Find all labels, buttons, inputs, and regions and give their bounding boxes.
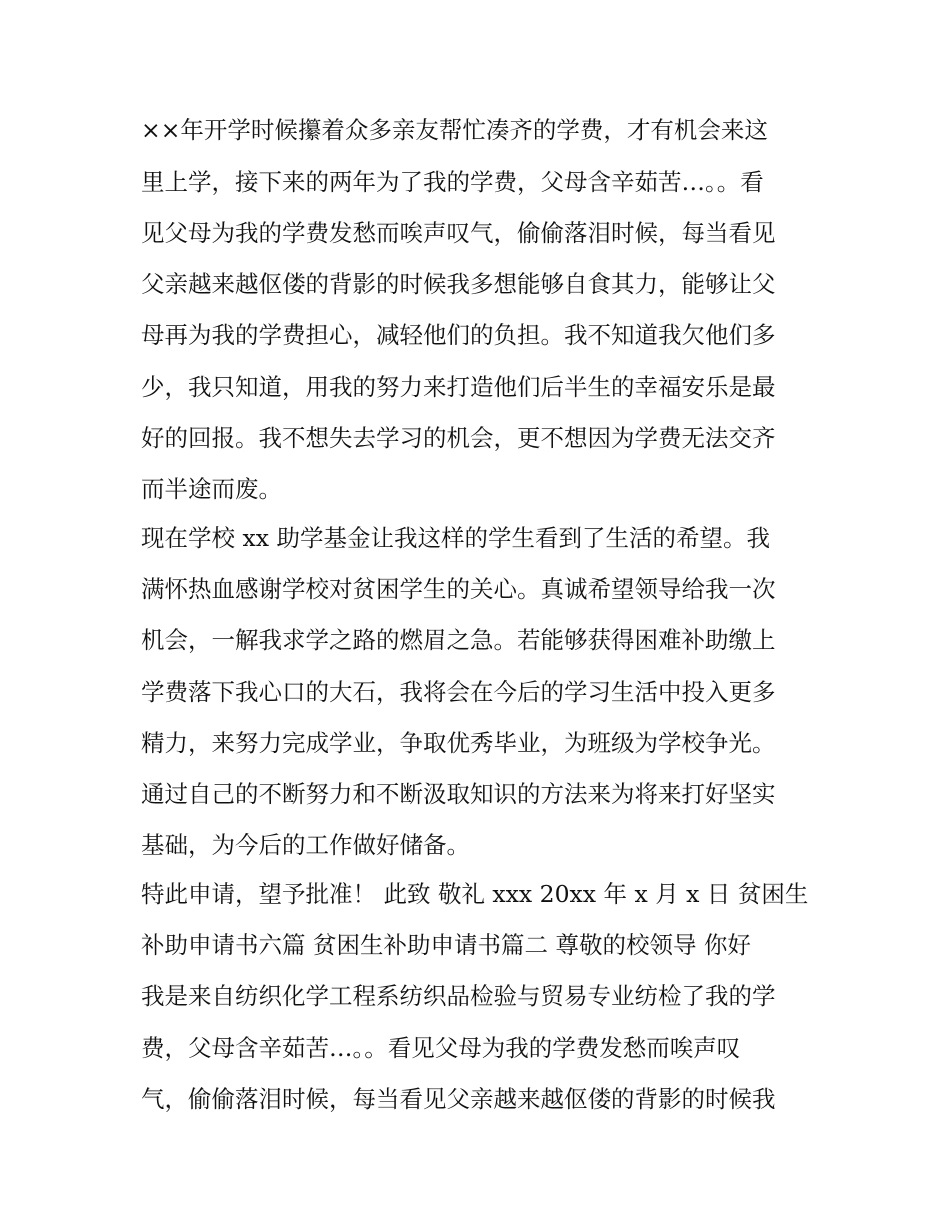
text-line: 少，我只知道，用我的努力来打造他们后半生的幸福安乐是最 [141, 373, 776, 401]
text-line: ××年开学时候攥着众多亲友帮忙凑齐的学费，才有机会来这 [141, 116, 768, 144]
text-line: 好的回报。我不想失去学习的机会，更不想因为学费无法交齐 [141, 424, 776, 452]
text-line: 基础，为今后的工作做好储备。 [141, 831, 470, 859]
text-line: 现在学校 xx 助学基金让我这样的学生看到了生活的希望。我 [141, 524, 770, 552]
text-line: 满怀热血感谢学校对贫困学生的关心。真诚希望领导给我一次 [141, 575, 776, 603]
text-line: 气，偷偷落泪时候，每当看见父亲越来越伛偻的背影的时候我 [141, 1085, 776, 1113]
text-line: 学费落下我心口的大石，我将会在今后的学习生活中投入更多 [141, 678, 776, 706]
text-line: 通过自己的不断努力和不断汲取知识的方法来为将来打好坚实 [141, 780, 776, 808]
text-line: 里上学，接下来的两年为了我的学费，父母含辛茹苦…。。看 [141, 168, 764, 196]
text-line: 费，父母含辛茹苦…。。看见父母为我的学费发愁而唉声叹 [141, 1034, 741, 1062]
text-line: 补助申请书六篇 贫困生补助申请书篇二 尊敬的校领导 你好 [141, 931, 751, 959]
text-line: 父亲越来越伛偻的背影的时候我多想能够自食其力，能够让父 [141, 270, 776, 298]
text-line: 我是来自纺织化学工程系纺织品检验与贸易专业纺检了我的学 [141, 982, 776, 1010]
text-line: 而半途而废。 [141, 475, 282, 503]
text-line: 特此申请，望予批准！ 此致 敬礼 xxx 20xx 年 x 月 x 日 贫困生 [141, 880, 809, 908]
text-line: 母再为我的学费担心，减轻他们的负担。我不知道我欠他们多 [141, 321, 776, 349]
text-line: 精力，来努力完成学业，争取优秀毕业，为班级为学校争光。 [141, 729, 776, 757]
text-line: 见父母为我的学费发愁而唉声叹气，偷偷落泪时候，每当看见 [141, 219, 776, 247]
text-line: 机会，一解我求学之路的燃眉之急。若能够获得困难补助缴上 [141, 626, 776, 654]
